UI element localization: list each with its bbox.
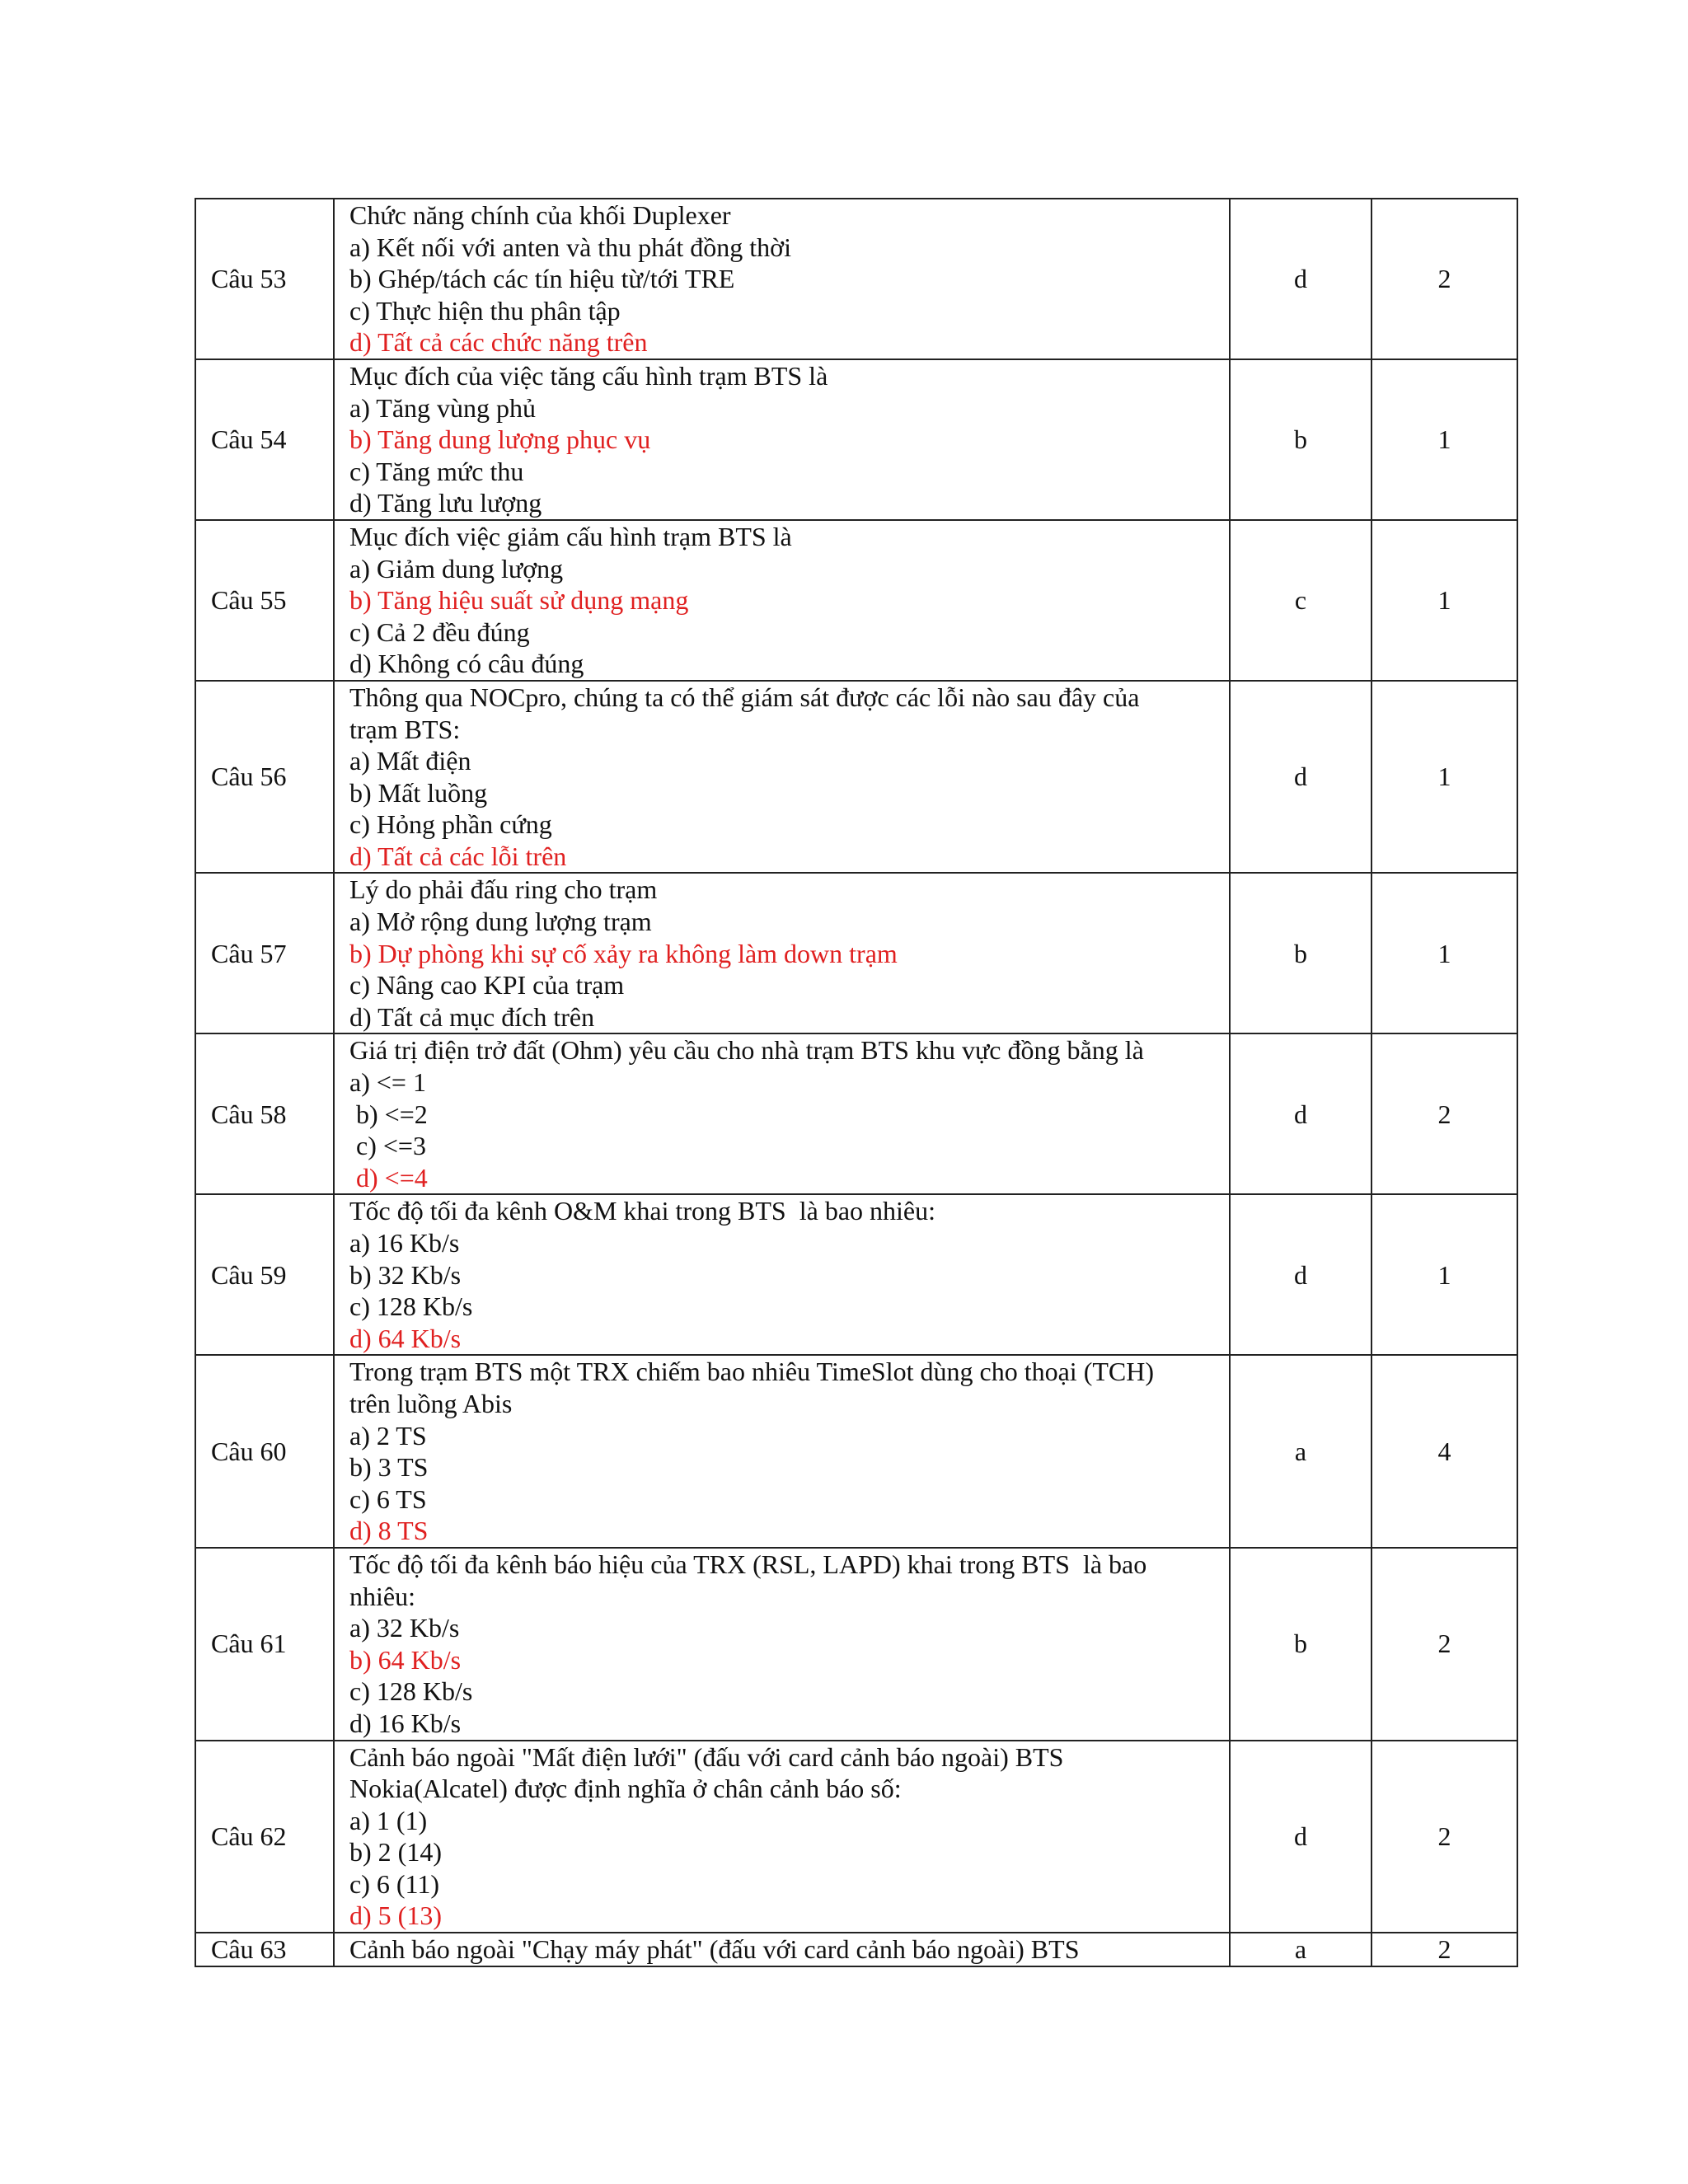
answer-key: d (1230, 1741, 1372, 1933)
points-value: 1 (1372, 1194, 1517, 1355)
option-line: c) Hỏng phần cứng (349, 809, 552, 840)
option-line: a) Kết nối với anten và thu phát đồng thời (349, 232, 791, 262)
question-text-line: Trong trạm BTS một TRX chiếm bao nhiêu TimeSlot dùng cho thoại (TCH) (349, 1357, 1154, 1387)
option-line: nhiêu: (349, 1581, 415, 1611)
option-line: a) Mở rộng dung lượng trạm (349, 907, 652, 937)
option-line: trên luồng Abis (349, 1388, 513, 1418)
question-number: Câu 58 (195, 1033, 334, 1194)
answer-key: a (1230, 1933, 1372, 1966)
option-line: c) 128 Kb/s (349, 1291, 473, 1322)
answer-key: a (1230, 1355, 1372, 1548)
option-line: c) 128 Kb/s (349, 1676, 473, 1707)
points-value: 2 (1372, 1741, 1517, 1933)
question-text-line: Cảnh báo ngoài "Mất điện lưới" (đấu với card cảnh báo ngoài) BTS (349, 1741, 1064, 1772)
option-line: Nokia(Alcatel) được định nghĩa ở chân cảnh báo số: (349, 1774, 902, 1804)
answer-key: d (1230, 1194, 1372, 1355)
question-content (334, 1355, 1230, 1548)
question-row (195, 1741, 1517, 1933)
question-content (334, 1033, 1230, 1194)
points-value: 1 (1372, 520, 1517, 681)
correct-option-line: b) Dự phòng khi sự cố xảy ra không làm down trạm (349, 938, 898, 968)
option-line: d) 16 Kb/s (349, 1708, 462, 1738)
question-table (195, 198, 1518, 1967)
points-value: 1 (1372, 359, 1517, 520)
question-row (195, 1933, 1517, 1966)
question-number: Câu 56 (195, 681, 334, 874)
option-line: d) Không có câu đúng (349, 649, 584, 679)
points-value: 2 (1372, 1033, 1517, 1194)
question-text-line: Tốc độ tối đa kênh O&M khai trong BTS là bao nhiêu: (349, 1196, 935, 1226)
option-line: a) 16 Kb/s (349, 1228, 460, 1258)
option-line: d) Tất cả mục đích trên (349, 1001, 595, 1032)
question-text-line: Mục đích việc giảm cấu hình trạm BTS là (349, 521, 792, 551)
option-line: trạm BTS: (349, 714, 461, 744)
question-content (334, 873, 1230, 1033)
question-text-line: Cảnh báo ngoài "Chạy máy phát" (đấu với card cảnh báo ngoài) BTS (349, 1934, 1080, 1965)
question-row (195, 1033, 1517, 1194)
question-text-line: Lý do phải đấu ring cho trạm (349, 874, 658, 905)
question-row (195, 1548, 1517, 1741)
correct-option-line: d) 5 (13) (349, 1900, 442, 1931)
answer-key: c (1230, 520, 1372, 681)
option-line: b) <=2 (349, 1099, 428, 1129)
question-content (334, 1194, 1230, 1355)
question-content (334, 1933, 1230, 1966)
option-line: c) 6 TS (349, 1483, 427, 1514)
option-line: c) <=3 (349, 1131, 426, 1161)
correct-option-line: d) 64 Kb/s (349, 1323, 462, 1353)
answer-key: b (1230, 1548, 1372, 1741)
option-line: b) Ghép/tách các tín hiệu từ/tới TRE (349, 264, 735, 294)
question-content (334, 520, 1230, 681)
correct-option-line: d) Tất cả các lỗi trên (349, 841, 567, 871)
question-content (334, 1741, 1230, 1933)
points-value: 2 (1372, 1933, 1517, 1966)
option-line: a) Giảm dung lượng (349, 553, 564, 583)
points-value: 4 (1372, 1355, 1517, 1548)
question-text-line: Giá trị điện trở đất (Ohm) yêu cầu cho nhà trạm BTS khu vực đồng bằng là (349, 1035, 1144, 1066)
option-line: b) 3 TS (349, 1452, 429, 1483)
correct-option-line: b) 64 Kb/s (349, 1644, 462, 1675)
option-line: c) Thực hiện thu phân tập (349, 295, 621, 326)
question-row (195, 873, 1517, 1033)
question-content (334, 1548, 1230, 1741)
question-row (195, 681, 1517, 874)
question-number: Câu 63 (195, 1933, 334, 1966)
option-line: c) Cả 2 đều đúng (349, 616, 530, 647)
question-content (334, 359, 1230, 520)
option-line: a) 2 TS (349, 1420, 427, 1451)
question-number: Câu 60 (195, 1355, 334, 1548)
question-content (334, 199, 1230, 359)
answer-key: d (1230, 199, 1372, 359)
question-row (195, 1355, 1517, 1548)
points-value: 1 (1372, 681, 1517, 874)
points-value: 2 (1372, 1548, 1517, 1741)
answer-key: d (1230, 1033, 1372, 1194)
answer-key: b (1230, 873, 1372, 1033)
question-text-line: Mục đích của việc tăng cấu hình trạm BTS là (349, 360, 828, 391)
question-row (195, 520, 1517, 681)
option-line: a) <= 1 (349, 1067, 426, 1098)
correct-option-line: d) Tất cả các chức năng trên (349, 327, 648, 358)
question-number: Câu 55 (195, 520, 334, 681)
question-number: Câu 54 (195, 359, 334, 520)
question-row (195, 1194, 1517, 1355)
option-line: a) Mất điện (349, 746, 471, 776)
question-number: Câu 59 (195, 1194, 334, 1355)
option-line: b) Mất luồng (349, 777, 488, 808)
option-line: c) Nâng cao KPI của trạm (349, 970, 625, 1001)
question-row (195, 199, 1517, 359)
answer-key: b (1230, 359, 1372, 520)
question-number: Câu 61 (195, 1548, 334, 1741)
question-text-line: Tốc độ tối đa kênh báo hiệu của TRX (RSL, LAPD) khai trong BTS là bao (349, 1549, 1147, 1579)
option-line: c) Tăng mức thu (349, 456, 524, 486)
question-number: Câu 62 (195, 1741, 334, 1933)
option-line: a) Tăng vùng phủ (349, 392, 537, 423)
points-value: 2 (1372, 199, 1517, 359)
question-text-line: Thông qua NOCpro, chúng ta có thể giám sát được các lỗi nào sau đây của (349, 682, 1140, 712)
question-number: Câu 53 (195, 199, 334, 359)
question-content (334, 681, 1230, 874)
answer-key: d (1230, 681, 1372, 874)
option-line: d) Tăng lưu lượng (349, 488, 542, 518)
question-table-body (195, 199, 1517, 1966)
question-row (195, 359, 1517, 520)
option-line: b) 2 (14) (349, 1837, 442, 1868)
correct-option-line: b) Tăng hiệu suất sử dụng mạng (349, 585, 689, 616)
correct-option-line: b) Tăng dung lượng phục vụ (349, 424, 651, 455)
option-line: b) 32 Kb/s (349, 1259, 462, 1290)
correct-option-line: d) <=4 (349, 1162, 428, 1193)
option-line: a) 32 Kb/s (349, 1613, 460, 1643)
question-number: Câu 57 (195, 873, 334, 1033)
points-value: 1 (1372, 873, 1517, 1033)
question-text-line: Chức năng chính của khối Duplexer (349, 200, 731, 230)
option-line: c) 6 (11) (349, 1868, 439, 1899)
option-line: a) 1 (1) (349, 1805, 428, 1835)
correct-option-line: d) 8 TS (349, 1516, 429, 1546)
